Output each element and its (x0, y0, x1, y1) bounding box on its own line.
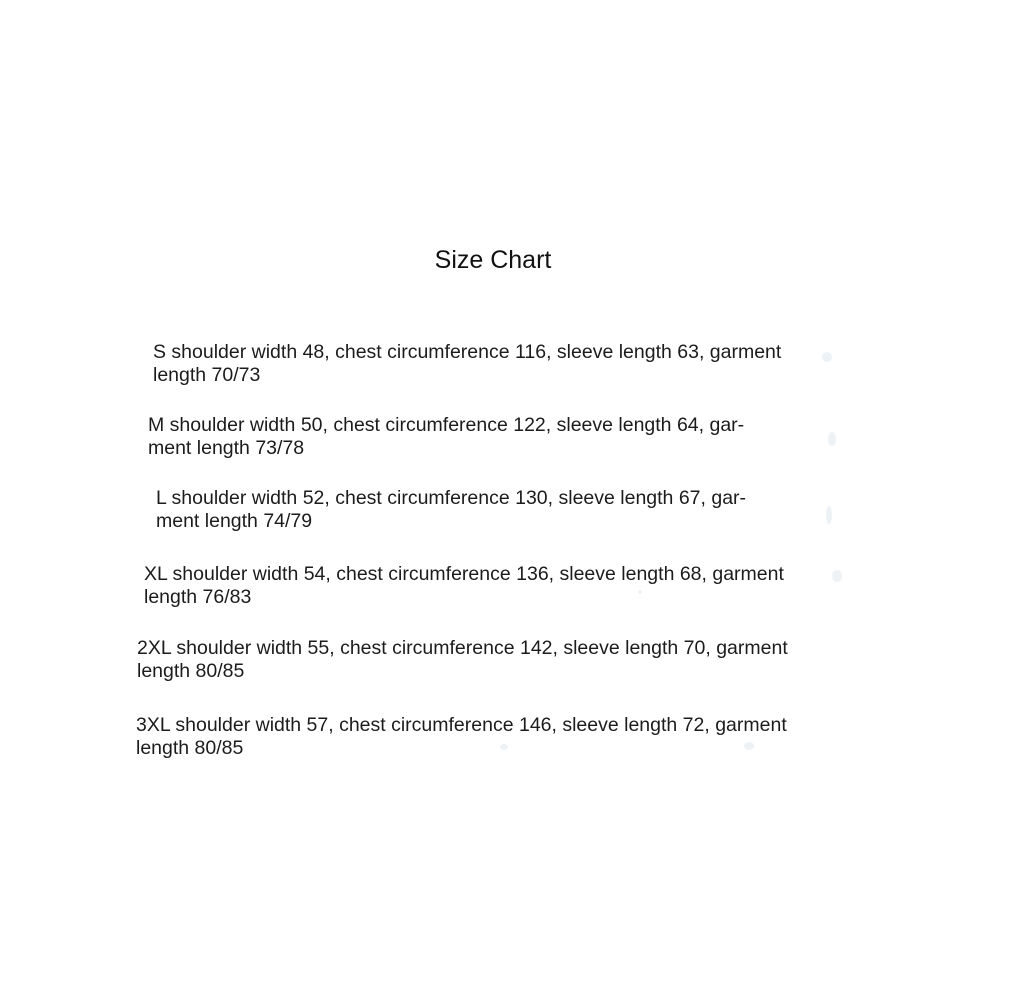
scan-speckle (826, 506, 832, 524)
size-row-line: length 76/83 (144, 585, 252, 608)
size-row-line: length 80/85 (136, 736, 244, 759)
scan-speckle (500, 744, 508, 750)
size-row-line: L shoulder width 52, chest circumference 130, sleeve length 67, gar- (156, 487, 747, 509)
size-row-line: ment length 74/79 (156, 509, 313, 532)
size-row-line: length 70/73 (153, 363, 261, 386)
size-row-l (156, 487, 746, 532)
size-row-3xl (136, 714, 787, 759)
scan-speckle (822, 352, 832, 362)
scan-speckle (832, 570, 842, 582)
size-row-line: XL shoulder width 54, chest circumference 136, sleeve length 68, garment (144, 563, 784, 585)
scan-speckle (828, 432, 836, 446)
scan-speckle (744, 742, 754, 750)
page-title: Size Chart (434, 246, 552, 274)
size-row-2xl (137, 637, 788, 682)
size-row-line: ment length 73/78 (148, 436, 305, 459)
size-row-line: S shoulder width 48, chest circumference 116, sleeve length 63, garment (153, 341, 782, 363)
size-row-line: length 80/85 (137, 659, 245, 682)
size-row-line: 3XL shoulder width 57, chest circumference 146, sleeve length 72, garment (136, 714, 787, 736)
size-row-xl (144, 563, 784, 608)
size-row-line: 2XL shoulder width 55, chest circumference 142, sleeve length 70, garment (137, 637, 788, 659)
size-row-m (148, 414, 744, 459)
scan-speckle (638, 590, 642, 594)
size-row-s (153, 341, 781, 386)
size-row-line: M shoulder width 50, chest circumference 122, sleeve length 64, gar- (148, 414, 745, 436)
